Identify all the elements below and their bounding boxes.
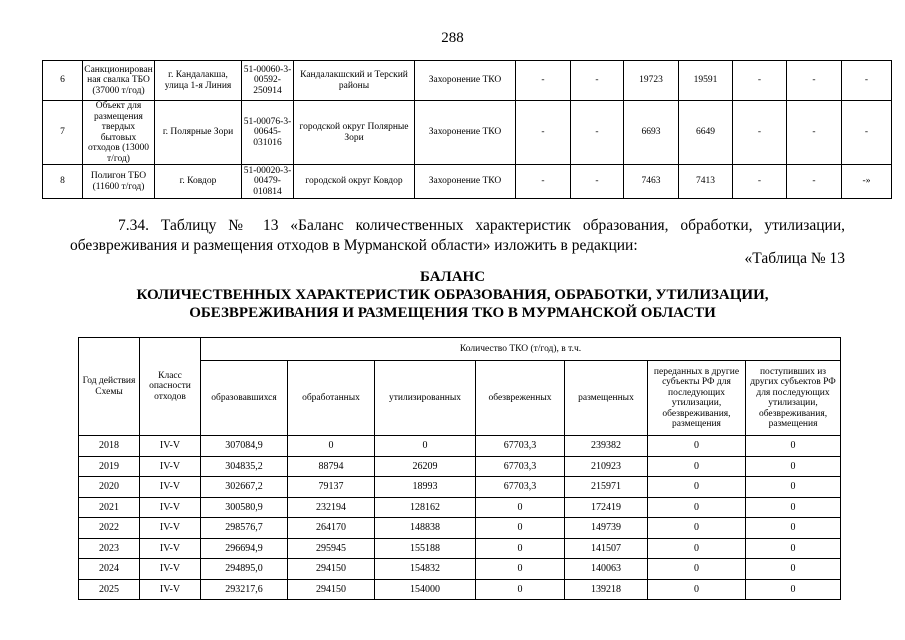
activity-type: Захоронение ТКО <box>415 165 516 199</box>
col-7: - <box>516 101 571 165</box>
cell-processed: 295945 <box>288 538 375 559</box>
cell-placed: 141507 <box>565 538 648 559</box>
header-quantity-group: Количество ТКО (т/год), в т.ч. <box>201 338 841 361</box>
table-row <box>79 559 841 580</box>
cell-generated: 300580,9 <box>201 497 288 518</box>
cell-transferred: 0 <box>648 518 746 539</box>
cell-received: 0 <box>746 559 841 580</box>
waste-facilities-table <box>42 60 892 199</box>
cell-processed: 0 <box>288 436 375 457</box>
cell-transferred: 0 <box>648 497 746 518</box>
cell-received: 0 <box>746 579 841 600</box>
header-neutralized: обезвреженных <box>476 361 565 436</box>
page-number: 288 <box>441 30 464 46</box>
table-row <box>79 456 841 477</box>
cell-year: 2019 <box>79 456 140 477</box>
col-12: - <box>787 165 842 199</box>
cell-hazard: IV-V <box>140 559 201 580</box>
cell-neutralized: 67703,3 <box>476 436 565 457</box>
facility-name: Полигон ТБО (11600 т/год) <box>83 165 155 199</box>
cell-placed: 239382 <box>565 436 648 457</box>
registry-number: 51-00020-3-00479-010814 <box>242 165 294 199</box>
header-generated: образовавшихся <box>201 361 288 436</box>
cell-year: 2023 <box>79 538 140 559</box>
header-processed: обработанных <box>288 361 375 436</box>
cell-utilized: 18993 <box>375 477 476 498</box>
cell-utilized: 26209 <box>375 456 476 477</box>
col-8: - <box>571 101 624 165</box>
cell-year: 2025 <box>79 579 140 600</box>
cell-hazard: IV-V <box>140 579 201 600</box>
table-row <box>43 101 892 165</box>
cell-neutralized: 0 <box>476 559 565 580</box>
cell-processed: 294150 <box>288 559 375 580</box>
col-9: 19723 <box>624 61 679 101</box>
col-13: - <box>842 61 892 101</box>
table-row <box>79 477 841 498</box>
cell-processed: 294150 <box>288 579 375 600</box>
col-9: 6693 <box>624 101 679 165</box>
registry-number: 51-00076-3-00645-031016 <box>242 101 294 165</box>
col-12: - <box>787 101 842 165</box>
cell-year: 2024 <box>79 559 140 580</box>
row-number: 7 <box>43 101 83 165</box>
cell-utilized: 148838 <box>375 518 476 539</box>
cell-hazard: IV-V <box>140 518 201 539</box>
col-8: - <box>571 165 624 199</box>
cell-hazard: IV-V <box>140 497 201 518</box>
cell-generated: 302667,2 <box>201 477 288 498</box>
cell-neutralized: 67703,3 <box>476 477 565 498</box>
header-transferred: переданных в другие субъекты РФ для последующих утилизации, обезвреживания, размещения <box>648 361 746 436</box>
header-utilized: утилизированных <box>375 361 476 436</box>
cell-utilized: 128162 <box>375 497 476 518</box>
cell-neutralized: 67703,3 <box>476 456 565 477</box>
col-13: - <box>842 101 892 165</box>
activity-type: Захоронение ТКО <box>415 61 516 101</box>
served-territory: городской округ Ковдор <box>294 165 415 199</box>
cell-transferred: 0 <box>648 477 746 498</box>
cell-placed: 140063 <box>565 559 648 580</box>
cell-generated: 294895,0 <box>201 559 288 580</box>
table-row <box>43 165 892 199</box>
facility-address: г. Кандалакша, улица 1-я Линия <box>155 61 242 101</box>
cell-transferred: 0 <box>648 559 746 580</box>
cell-generated: 296694,9 <box>201 538 288 559</box>
cell-year: 2022 <box>79 518 140 539</box>
served-territory: городской округ Полярные Зори <box>294 101 415 165</box>
facility-name: Объект для размещения твердых бытовых отходов (13000 т/год) <box>83 101 155 165</box>
cell-year: 2020 <box>79 477 140 498</box>
table-row <box>43 61 892 101</box>
col-11: - <box>733 165 787 199</box>
row-number: 6 <box>43 61 83 101</box>
cell-received: 0 <box>746 518 841 539</box>
balance-title-line3: ОБЕЗВРЕЖИВАНИЯ И РАЗМЕЩЕНИЯ ТКО В МУРМАНСКОЙ ОБЛАСТИ <box>189 305 716 321</box>
balance-title-line1: БАЛАНС <box>419 269 486 285</box>
table-row <box>79 436 841 457</box>
balance-title-line2: КОЛИЧЕСТВЕННЫХ ХАРАКТЕРИСТИК ОБРАЗОВАНИЯ, ОБРАБОТКИ, УТИЛИЗАЦИИ, <box>136 287 769 303</box>
cell-generated: 307084,9 <box>201 436 288 457</box>
cell-neutralized: 0 <box>476 538 565 559</box>
cell-neutralized: 0 <box>476 579 565 600</box>
col-10: 6649 <box>679 101 733 165</box>
header-hazard-class: Класс опасности отходов <box>140 338 201 436</box>
balance-table <box>78 337 841 600</box>
activity-type: Захоронение ТКО <box>415 101 516 165</box>
cell-neutralized: 0 <box>476 518 565 539</box>
facility-address: г. Ковдор <box>155 165 242 199</box>
cell-utilized: 155188 <box>375 538 476 559</box>
cell-hazard: IV-V <box>140 436 201 457</box>
cell-received: 0 <box>746 497 841 518</box>
cell-transferred: 0 <box>648 538 746 559</box>
col-7: - <box>516 61 571 101</box>
col-12: - <box>787 61 842 101</box>
cell-transferred: 0 <box>648 436 746 457</box>
cell-utilized: 154000 <box>375 579 476 600</box>
cell-placed: 172419 <box>565 497 648 518</box>
served-territory: Кандалакшский и Терский районы <box>294 61 415 101</box>
col-9: 7463 <box>624 165 679 199</box>
table-row <box>79 579 841 600</box>
col-11: - <box>733 61 787 101</box>
table-number-label: «Таблица № 13 <box>744 250 845 267</box>
col-10: 7413 <box>679 165 733 199</box>
cell-neutralized: 0 <box>476 497 565 518</box>
cell-received: 0 <box>746 538 841 559</box>
cell-generated: 293217,6 <box>201 579 288 600</box>
cell-year: 2021 <box>79 497 140 518</box>
table-row <box>79 497 841 518</box>
cell-hazard: IV-V <box>140 477 201 498</box>
col-10: 19591 <box>679 61 733 101</box>
cell-year: 2018 <box>79 436 140 457</box>
registry-number: 51-00060-3-00592-250914 <box>242 61 294 101</box>
cell-utilized: 0 <box>375 436 476 457</box>
table-row <box>79 518 841 539</box>
cell-utilized: 154832 <box>375 559 476 580</box>
amendment-paragraph: 7.34. Таблицу № 13 «Баланс количественных характеристик образования, обработки, утилизации, обезвреживания и размещения отходов в Мурманской области» изложить в редакции: <box>70 217 845 254</box>
cell-processed: 79137 <box>288 477 375 498</box>
facility-name: Санкционирован ная свалка ТБО (37000 т/год) <box>83 61 155 101</box>
cell-received: 0 <box>746 436 841 457</box>
cell-generated: 298576,7 <box>201 518 288 539</box>
facility-address: г. Полярные Зори <box>155 101 242 165</box>
cell-processed: 264170 <box>288 518 375 539</box>
cell-hazard: IV-V <box>140 456 201 477</box>
cell-received: 0 <box>746 456 841 477</box>
cell-transferred: 0 <box>648 579 746 600</box>
cell-placed: 139218 <box>565 579 648 600</box>
row-number: 8 <box>43 165 83 199</box>
header-year: Год действия Схемы <box>79 338 140 436</box>
cell-hazard: IV-V <box>140 538 201 559</box>
col-7: - <box>516 165 571 199</box>
cell-placed: 215971 <box>565 477 648 498</box>
cell-processed: 88794 <box>288 456 375 477</box>
cell-received: 0 <box>746 477 841 498</box>
header-received: поступивших из других субъектов РФ для последующих утилизации, обезвреживания, размещения <box>746 361 841 436</box>
cell-transferred: 0 <box>648 456 746 477</box>
header-placed: размещенных <box>565 361 648 436</box>
col-13: -» <box>842 165 892 199</box>
col-11: - <box>733 101 787 165</box>
table-row <box>79 538 841 559</box>
cell-generated: 304835,2 <box>201 456 288 477</box>
cell-placed: 149739 <box>565 518 648 539</box>
col-8: - <box>571 61 624 101</box>
cell-placed: 210923 <box>565 456 648 477</box>
cell-processed: 232194 <box>288 497 375 518</box>
